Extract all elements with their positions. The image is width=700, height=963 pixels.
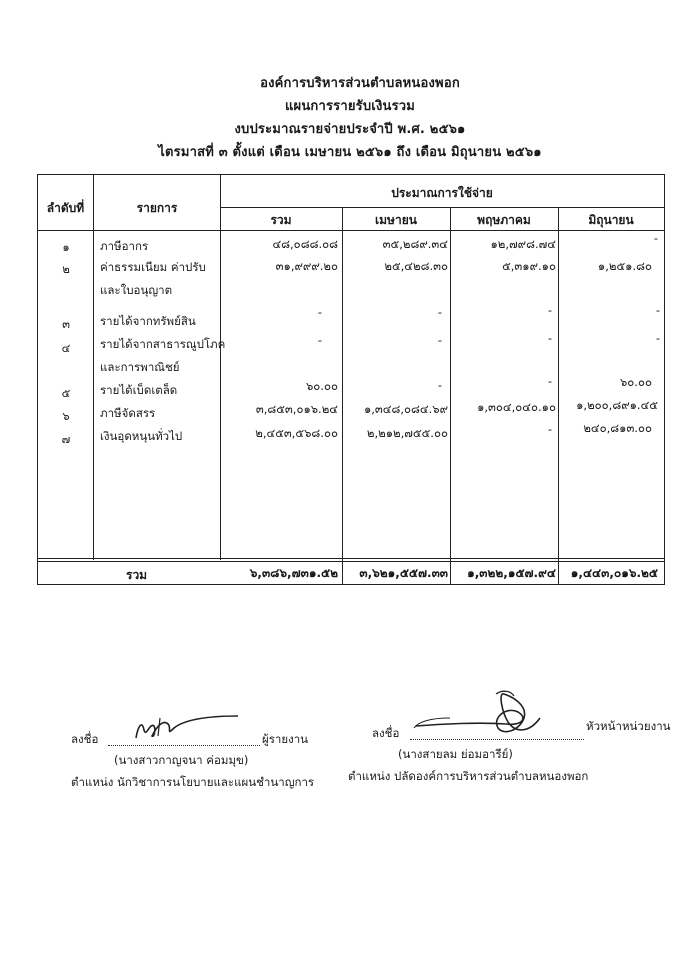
row-item: ภาษีจัดสรร: [100, 406, 156, 420]
grid-line: [220, 207, 664, 208]
header-april: เมษายน: [375, 213, 417, 227]
right-signature-mark: [410, 688, 560, 743]
right-sign-prefix: ลงชื่อ: [372, 726, 400, 740]
left-signer-position: ตำแหน่ง นักวิชาการนโยบายและแผนชำนาญการ: [71, 775, 315, 789]
budget-year: งบประมาณรายจ่ายประจำปี พ.ศ. ๒๕๖๑: [234, 122, 466, 137]
period-line: ไตรมาสที่ ๓ ตั้งแต่ เดือน เมษายน ๒๕๖๑ ถึง เดือน มิถุนายน ๒๕๖๑: [158, 145, 542, 160]
left-sign-prefix: ลงชื่อ: [71, 732, 99, 746]
row-item: รายได้เบ็ดเตล็ด: [100, 383, 178, 397]
total-june: ๑,๔๔๓,๐๑๖.๒๕: [570, 566, 658, 580]
row-total: -: [317, 305, 322, 319]
row-item: เงินอุดหนุนทั่วไป: [100, 429, 183, 443]
row-june: ๒๔๐,๘๑๓.๐๐: [583, 421, 652, 435]
right-signer-position: ตำแหน่ง ปลัดองค์การบริหารส่วนตำบลหนองพอก: [348, 769, 589, 783]
row-april: -: [437, 378, 442, 392]
left-signature-mark: [128, 712, 248, 747]
row-april: -: [437, 305, 442, 319]
row-number: ๒: [62, 262, 70, 276]
row-total: ๔๘,๐๘๘.๐๘: [272, 237, 338, 251]
right-signer-name: (นางสายลม ย่อมอารีย์): [398, 747, 513, 761]
header-may: พฤษภาคม: [477, 213, 531, 227]
grid-line: [450, 207, 451, 584]
row-may: ๑๒,๗๙๘.๗๔: [490, 237, 556, 251]
header-item: รายการ: [136, 201, 178, 215]
organization-name: องค์การบริหารส่วนตำบลหนองพอก: [260, 76, 460, 91]
row-item: ภาษีอากร: [100, 239, 149, 253]
grid-line: [220, 175, 221, 560]
grid-line: [93, 175, 94, 560]
row-number: ๓: [62, 317, 70, 331]
left-signer-name: (นางสาวกาญจนา ค่อมมุข): [114, 753, 249, 767]
document-header: [0, 72, 700, 164]
row-total: ๖๐.๐๐: [305, 379, 338, 393]
row-number: ๔: [61, 341, 71, 355]
row-item: ค่าธรรมเนียม ค่าปรับ: [100, 260, 206, 274]
grid-line: [38, 561, 664, 562]
row-item-continued: และการพาณิชย์: [100, 360, 180, 374]
row-number: ๗: [61, 432, 71, 446]
row-april: ๑,๓๔๘,๐๘๔.๖๙: [363, 402, 448, 416]
grid-line: [342, 207, 343, 584]
row-may: ๕,๓๑๙.๑๐: [502, 259, 556, 273]
row-total: ๓๑,๙๙๙.๒๐: [275, 259, 338, 273]
row-june: ๖๐.๐๐: [619, 375, 652, 389]
row-may: -: [547, 422, 552, 436]
row-may: -: [547, 303, 552, 317]
row-number: ๖: [62, 409, 70, 423]
total-april: ๓,๖๒๑,๕๕๗.๓๓: [359, 566, 448, 580]
row-june: ๑,๒๐๐,๘๙๑.๔๕: [576, 398, 658, 412]
total-sum: ๖,๓๘๖,๗๓๑.๕๒: [249, 566, 338, 580]
plan-title: แผนการรายรับเงินรวม: [284, 99, 416, 114]
revenue-table: [37, 174, 665, 585]
header-no: ลำดับที่: [46, 201, 85, 215]
row-number: ๑: [62, 240, 70, 254]
header-total: รวม: [270, 213, 292, 227]
row-number: ๕: [61, 386, 71, 400]
row-may: -: [547, 331, 552, 345]
row-total: ๒,๔๕๓,๕๖๘.๐๐: [255, 426, 338, 440]
row-may: ๑,๓๐๔,๐๔๐.๑๐: [477, 400, 556, 414]
grid-line: [558, 207, 559, 584]
row-may: -: [547, 374, 552, 388]
total-label: รวม: [126, 568, 148, 582]
row-total: ๓,๘๕๓,๐๑๖.๒๔: [255, 402, 338, 416]
row-april: ๓๕,๒๘๙.๓๔: [382, 237, 448, 251]
row-item-continued: และใบอนุญาต: [100, 283, 173, 297]
row-april: -: [437, 333, 442, 347]
row-april: ๒๕,๔๒๘.๓๐: [384, 259, 448, 273]
row-item: รายได้จากสาธารณูปโภค: [100, 337, 226, 351]
header-estimate-group: ประมาณการใช้จ่าย: [391, 186, 493, 200]
grid-line: [38, 230, 664, 231]
row-june: -: [655, 303, 660, 317]
row-item: รายได้จากทรัพย์สิน: [100, 314, 196, 328]
row-june: -: [653, 231, 658, 245]
grid-line: [38, 558, 664, 559]
row-total: -: [317, 333, 322, 347]
left-sign-role: ผู้รายงาน: [262, 732, 309, 746]
row-april: ๒,๒๑๒,๗๕๕.๐๐: [366, 426, 448, 440]
row-june: ๑,๒๕๑.๘๐: [597, 259, 652, 273]
right-sign-role: หัวหน้าหน่วยงาน: [586, 719, 671, 733]
row-june: -: [655, 331, 660, 345]
header-june: มิถุนายน: [588, 213, 634, 227]
total-may: ๑,๓๒๒,๑๕๗.๙๔: [467, 566, 556, 580]
